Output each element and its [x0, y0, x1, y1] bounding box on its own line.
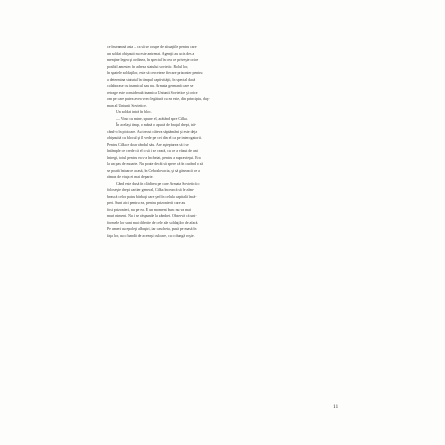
text-line: formele lor sunt mai diferite de cele ale soldaţilor de afară.: [107, 220, 199, 225]
text-line: — Vino cu mine, spune el, arătând spre Cilka.: [116, 116, 188, 121]
text-line: se poată întoarce acasă, în Cehoslovacia, şi să găsească ce a: [107, 168, 200, 173]
text-line: Pe umeri au epoleţi albaştri, iar cascheta, pusă pe masă în: [107, 227, 197, 232]
text-line: Pentru Cilka e doar rândul său. Are aşteptarea să i se: [107, 142, 189, 147]
text-line: posibil amestec în adresa statului sovietic. Rolul lor,: [107, 64, 189, 69]
text-line: a determina statutul în timpul captivităţii, în special dacă: [107, 77, 196, 82]
text-line: la un pas de moarte. Nu poate decât să spere că în curând o să: [107, 162, 204, 167]
text-line: obişnuită cu blocul şi îl vede pe cei din el ca pe interogatorii.: [107, 136, 202, 141]
text-line: peri. Sunt aici pentru ea, pentru prizonierii care au: [107, 201, 186, 206]
text-line: în spatele soldaţilor, este să cerceteze fiecare prizonier pentru: [107, 71, 203, 76]
text-line: bească celor patru bărbaţi care şed în celula capitală încă-: [107, 194, 197, 199]
text-line: ce înseamnă asta – ca să se ocupe de situaţiile pentru care: [107, 45, 197, 49]
page-number: 11: [333, 404, 339, 410]
text-line: Un soldat intră în bloc.: [116, 110, 152, 115]
text-line: menţine legea şi ordinea, în special în cea ce priveşte orice: [107, 58, 199, 63]
text-line: Când este dusă în clădirea pe care Armata Sovietică o: [116, 181, 200, 186]
text-line: fost prizonieri, nu pe ea. E un moment bun: nu va mai: [107, 207, 191, 212]
text-line: colaborase cu inamicul sau nu. Armata germană care se: [107, 84, 194, 89]
text-line: un soldat obişnuit nu este antrenat. Agenţii au ucis des a: [107, 51, 195, 56]
text-line: rămas de viaţa ei mai departe.: [107, 175, 154, 180]
text-line: întregi, totul pentru ea s-a încheiat, pentru a supravieţui. Era: [107, 155, 201, 160]
text-line: man al Uniunii Sovietice.: [107, 103, 147, 108]
text-line: om pe care putea avea vreo legătură cu ea este, din principiu, duş-: [107, 97, 210, 102]
body-text: [107, 44, 340, 239]
text-line: când-o în picioare. Au trecut câteva săptămâni şi este deja: [107, 129, 198, 134]
text-line: foloseşte drept cartier general, Cilka încearcă să le zâm-: [107, 188, 195, 193]
text-line: faţa lor, au o bandă de aceeaşi culoare, cu o dungă roşie.: [107, 233, 195, 238]
text-line: retrage este considerată inamica Uniunii Sovietice şi orice: [107, 90, 198, 95]
text-line: În acelaşi timp, o mână o apucă de braţul drept, tră-: [116, 123, 197, 128]
text-line: muri nimeni. Nu i se răspunde la zâmbet. Observă că uni-: [107, 214, 197, 219]
text-line: întâmple ce crede că el o să i se ceară, cu ce a văzut de ani: [107, 149, 198, 154]
